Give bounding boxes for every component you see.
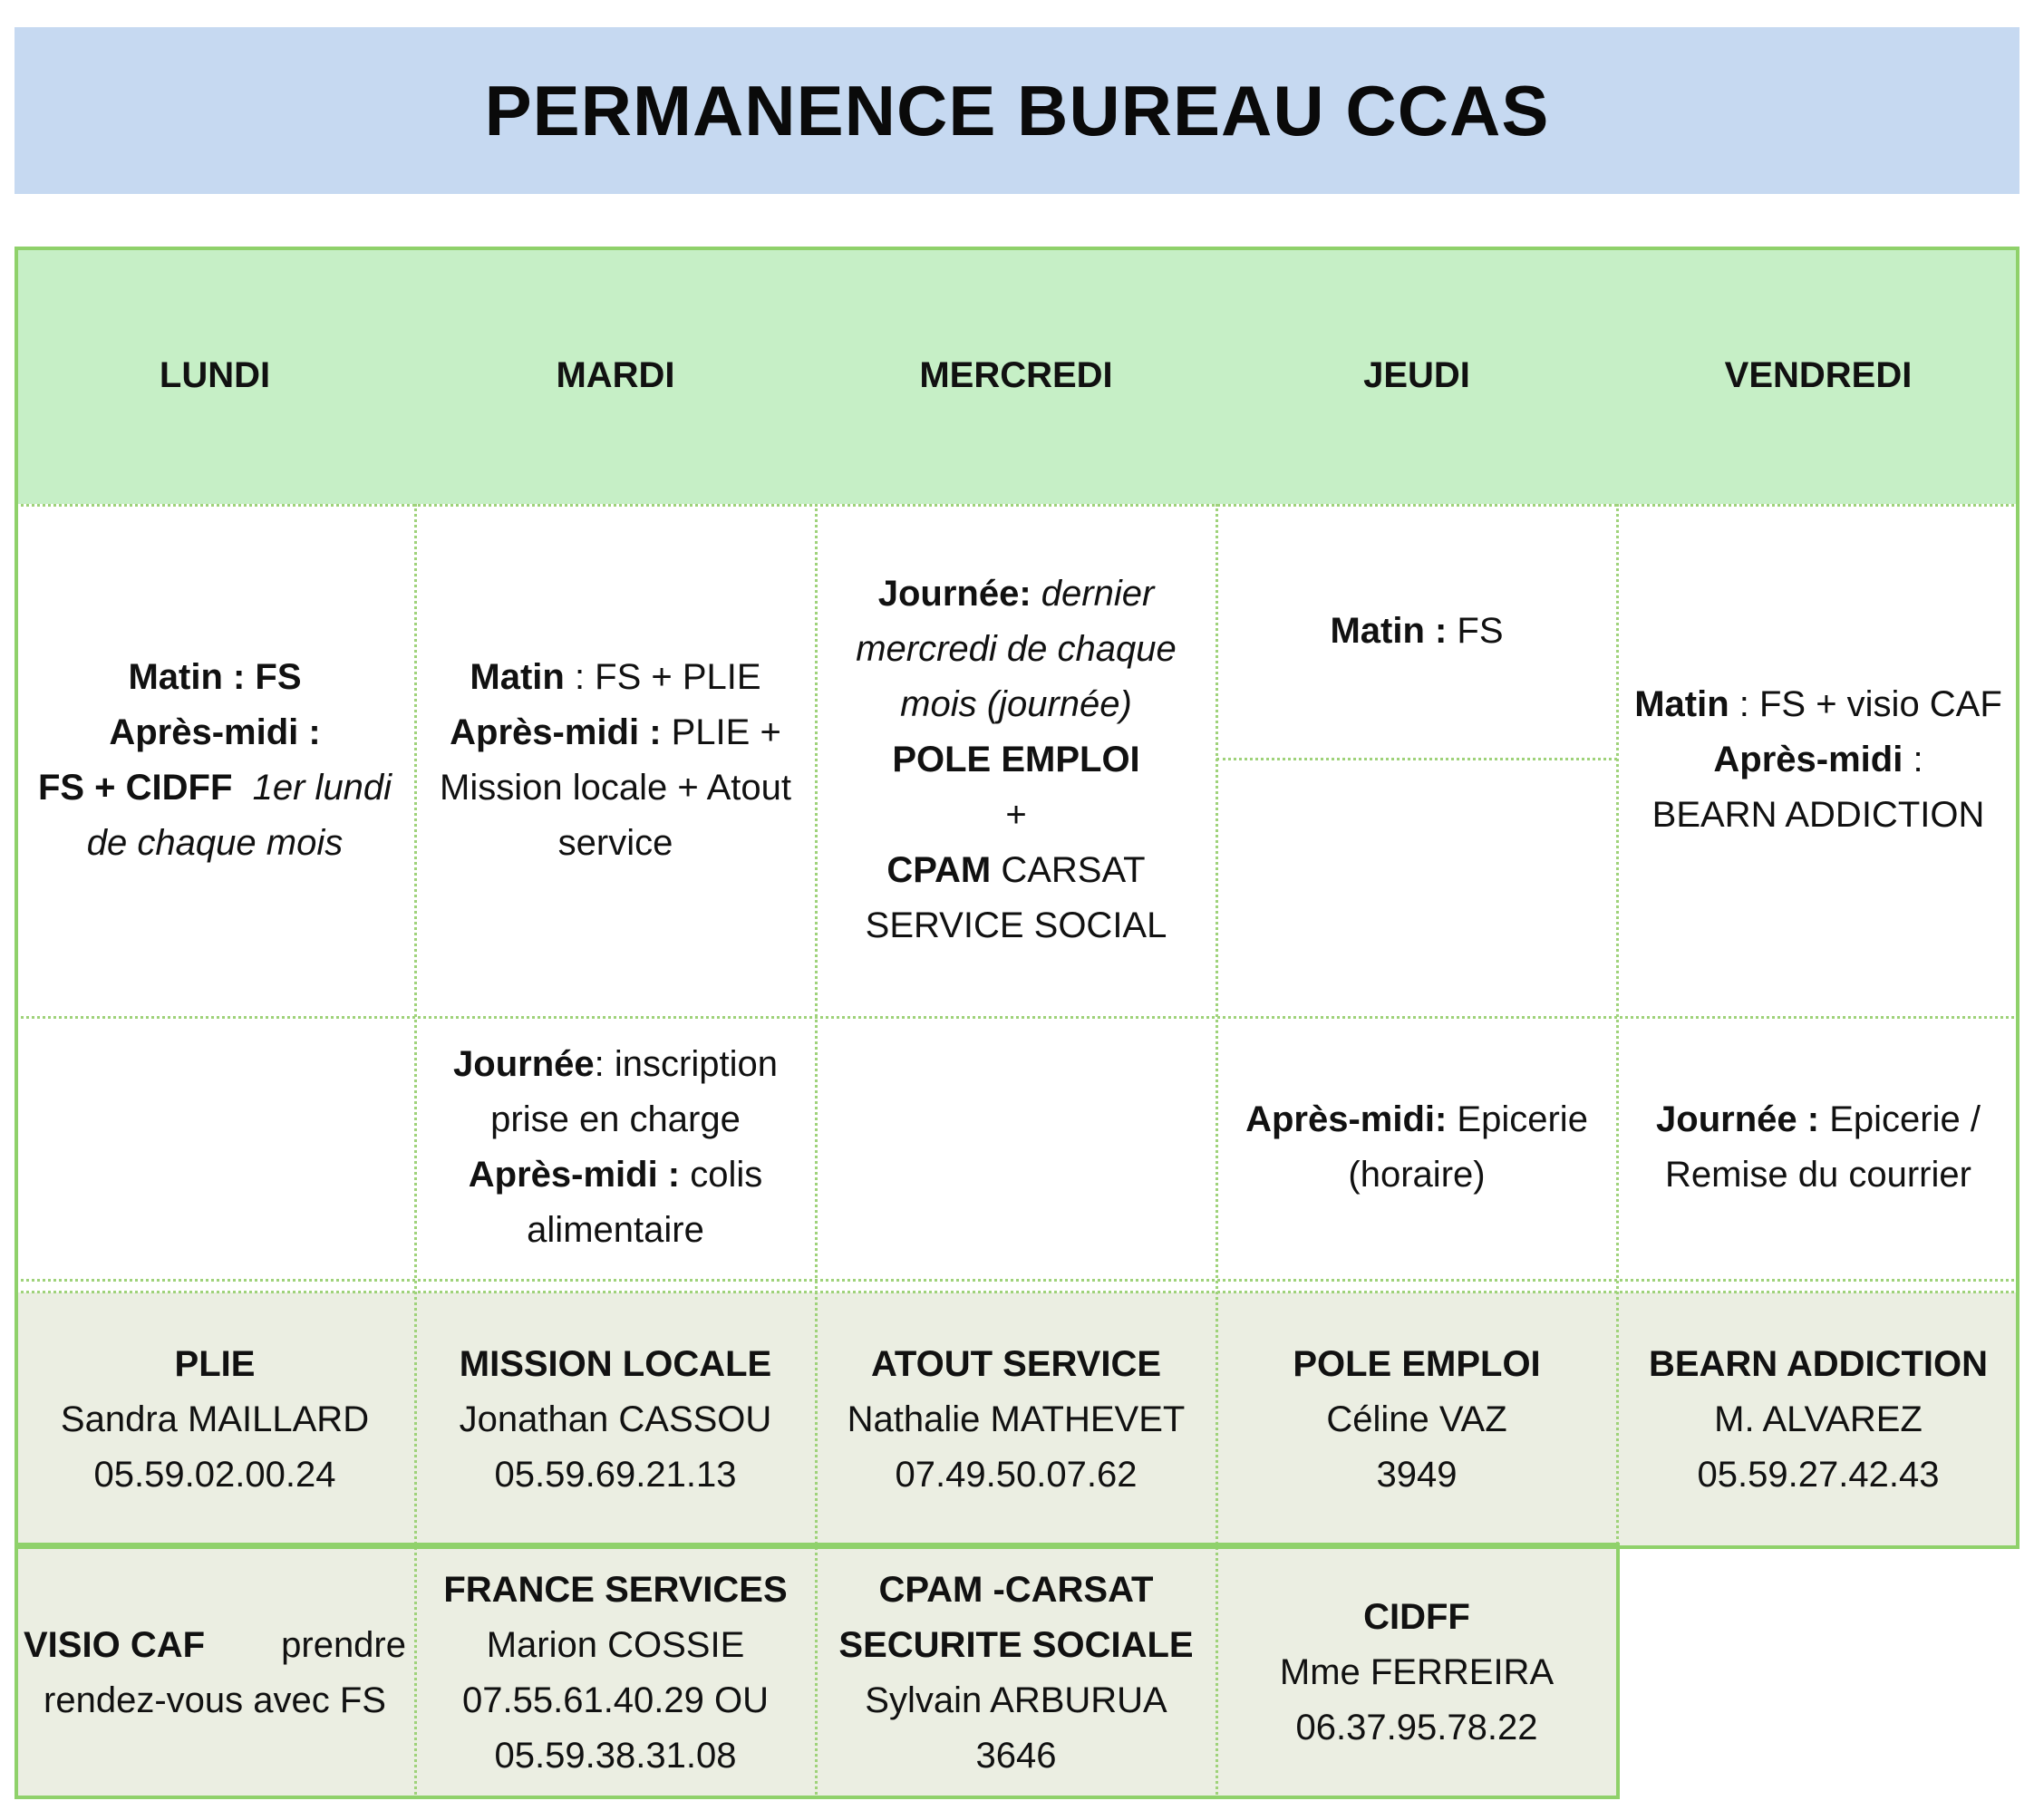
schedule-jeudi-matin-text: FS [1447,610,1504,651]
schedule-lundi-line [38,760,392,816]
schedule-table [15,247,2019,1799]
contact-card-bearn-addiction [1617,1292,2019,1546]
schedule-mardi-line: service [557,822,673,863]
contact-visio-note1: prendre [281,1624,406,1665]
extra-vendredi-journee-label: Journée : [1656,1099,1820,1139]
schedule-mercredi-line [886,843,1145,898]
contact-visio-note2: rendez-vous avec FS [44,1680,386,1720]
contact-pole-phone: 3949 [1376,1454,1458,1495]
extra-cell-vendredi [1617,1016,2019,1279]
contact-pole-name: POLE EMPLOI [1293,1343,1541,1384]
extra-mardi-line: alimentaire [527,1210,704,1250]
contact-card-pole-emploi [1216,1292,1617,1546]
schedule-mercredi-line: POLE EMPLOI [892,740,1140,779]
contact-france-name: FRANCE SERVICES [443,1569,788,1610]
extra-mardi-line [469,1147,763,1203]
schedule-mercredi-line: mercredi de chaque [856,629,1177,669]
header-vendredi: VENDREDI [1724,354,1913,395]
schedule-cell-mercredi [816,504,1216,1016]
schedule-cell-vendredi [1617,504,2019,1016]
extra-vendredi-line: Remise du courrier [1665,1155,1971,1195]
contact-atout-phone: 07.49.50.07.62 [895,1454,1138,1495]
row-divider [15,504,2019,507]
contact-france-person: Marion COSSIE [486,1624,745,1665]
contact-france-phone1: 07.55.61.40.29 OU [461,1680,770,1720]
schedule-vendredi-line: BEARN ADDICTION [1651,795,1985,835]
schedule-vendredi-line [1634,677,2002,732]
contact-card-plie [15,1292,415,1546]
schedule-cell-jeudi [1216,504,1617,758]
contact-card-atout-service [816,1292,1216,1546]
contact-mission-name: MISSION LOCALE [459,1343,772,1384]
schedule-mercredi-carsat: CARSAT [991,850,1146,890]
extra-vendredi-journee-text: Epicerie / [1819,1099,1981,1139]
row-divider [1216,758,1617,760]
contact-card-cpam-carsat [816,1546,1216,1799]
schedule-mardi-line [470,650,760,705]
contact-cidff-phone: 06.37.95.78.22 [1295,1708,1538,1747]
contact-visio-line [24,1618,406,1673]
schedule-cell-mardi [415,504,816,1016]
extra-jeudi-apresmidi-label: Après-midi: [1245,1099,1448,1139]
schedule-cell-lundi [15,504,415,1016]
column-divider [414,504,417,1799]
schedule-lundi-line: Après-midi : [109,712,321,752]
title-banner [15,27,2019,194]
contact-plie-person: Sandra MAILLARD [60,1399,370,1439]
schedule-mercredi-line: SERVICE SOCIAL [865,905,1167,945]
column-divider [815,504,818,1799]
schedule-mardi-apresmidi-label: Après-midi : [450,712,662,752]
contact-pole-person: Céline VAZ [1326,1399,1507,1439]
contact-plie-name: PLIE [174,1343,256,1384]
schedule-cell-jeudi-empty [1216,758,1617,1016]
extra-cell-lundi [15,1016,415,1279]
schedule-mardi-matin-text: : FS + PLIE [564,656,761,697]
extra-jeudi-apresmidi-text: Epicerie [1447,1099,1588,1139]
contact-mission-person: Jonathan CASSOU [459,1399,772,1439]
contact-card-france-services [415,1546,816,1799]
schedule-mercredi-line: + [1005,795,1027,835]
contact-plie-phone: 05.59.02.00.24 [93,1454,336,1495]
schedule-mardi-line: Mission locale + Atout [440,767,791,808]
schedule-mercredi-line [878,566,1155,622]
contact-cidff-person: Mme FERREIRA [1279,1652,1555,1692]
extra-mardi-apresmidi-text: colis [680,1155,763,1195]
schedule-vendredi-apresmidi-text: : [1903,740,1923,779]
extra-cell-mardi [415,1016,816,1279]
contact-bearn-person: M. ALVAREZ [1714,1399,1923,1439]
schedule-mardi-apresmidi-text: PLIE + [661,712,781,752]
header-jeudi: JEUDI [1363,354,1470,395]
schedule-vendredi-matin-text: : FS + visio CAF [1729,684,2002,724]
extra-cell-jeudi [1216,1016,1617,1279]
column-divider [1216,504,1218,1799]
contact-cpam-person: Sylvain ARBURUA [865,1680,1167,1720]
contact-france-phone2: 05.59.38.31.08 [494,1735,737,1776]
schedule-mercredi-journee-text: dernier [1031,574,1155,614]
schedule-lundi-line: de chaque mois [86,822,344,863]
schedule-mercredi-cpam: CPAM [886,850,992,890]
header-mardi: MARDI [556,354,675,395]
extra-jeudi-line: (horaire) [1348,1155,1486,1195]
extra-mardi-line: prise en charge [490,1099,741,1139]
contact-atout-name: ATOUT SERVICE [870,1343,1162,1384]
schedule-mardi-matin-label: Matin [470,656,565,697]
extra-jeudi-line [1245,1092,1588,1147]
schedule-vendredi-line [1713,732,1923,788]
schedule-jeudi-matin-label: Matin : [1330,610,1448,651]
extra-cell-mercredi [816,1016,1216,1279]
schedule-mercredi-line: mois (journée) [900,684,1132,724]
schedule-mercredi-journee-label: Journée: [877,574,1032,614]
header-lundi: LUNDI [159,354,271,395]
contact-cpam-name1: CPAM -CARSAT [878,1569,1154,1610]
page-title: PERMANENCE BUREAU CCAS [484,70,1550,150]
row-divider [15,1016,2019,1019]
contact-atout-person: Nathalie MATHEVET [847,1399,1186,1439]
contact-card-cidff [1216,1546,1617,1799]
contact-cpam-phone: 3646 [975,1735,1057,1776]
column-divider [1616,504,1619,1799]
contact-bearn-phone: 05.59.27.42.43 [1697,1454,1940,1495]
schedule-lundi-fs-cidff: FS + CIDFF [37,767,233,808]
extra-mardi-journee-text: : inscription [594,1044,778,1084]
schedule-lundi-first-monday: 1er lundi [252,767,392,808]
contact-mission-phone: 05.59.69.21.13 [494,1454,737,1495]
contact-visio-name: VISIO CAF [24,1624,206,1665]
contact-cpam-name2: SECURITE SOCIALE [838,1624,1194,1665]
header-mercredi: MERCREDI [919,354,1113,395]
schedule-jeudi-line [1330,604,1503,659]
schedule-mardi-line [450,705,781,760]
contact-bearn-name: BEARN ADDICTION [1648,1343,1989,1384]
extra-mardi-journee-label: Journée [453,1044,595,1084]
extra-mardi-apresmidi-label: Après-midi : [468,1155,681,1195]
row-divider [15,1279,2019,1282]
contact-cidff-name: CIDFF [1363,1597,1470,1637]
extra-mardi-line [453,1037,778,1092]
extra-vendredi-line [1656,1092,1981,1147]
schedule-vendredi-apresmidi-label: Après-midi [1713,740,1903,779]
row-divider [15,1291,2019,1293]
contact-card-visio-caf [15,1546,415,1799]
schedule-lundi-line: Matin : FS [128,656,302,697]
schedule-vendredi-matin-label: Matin [1634,684,1729,724]
contact-card-mission-locale [415,1292,816,1546]
